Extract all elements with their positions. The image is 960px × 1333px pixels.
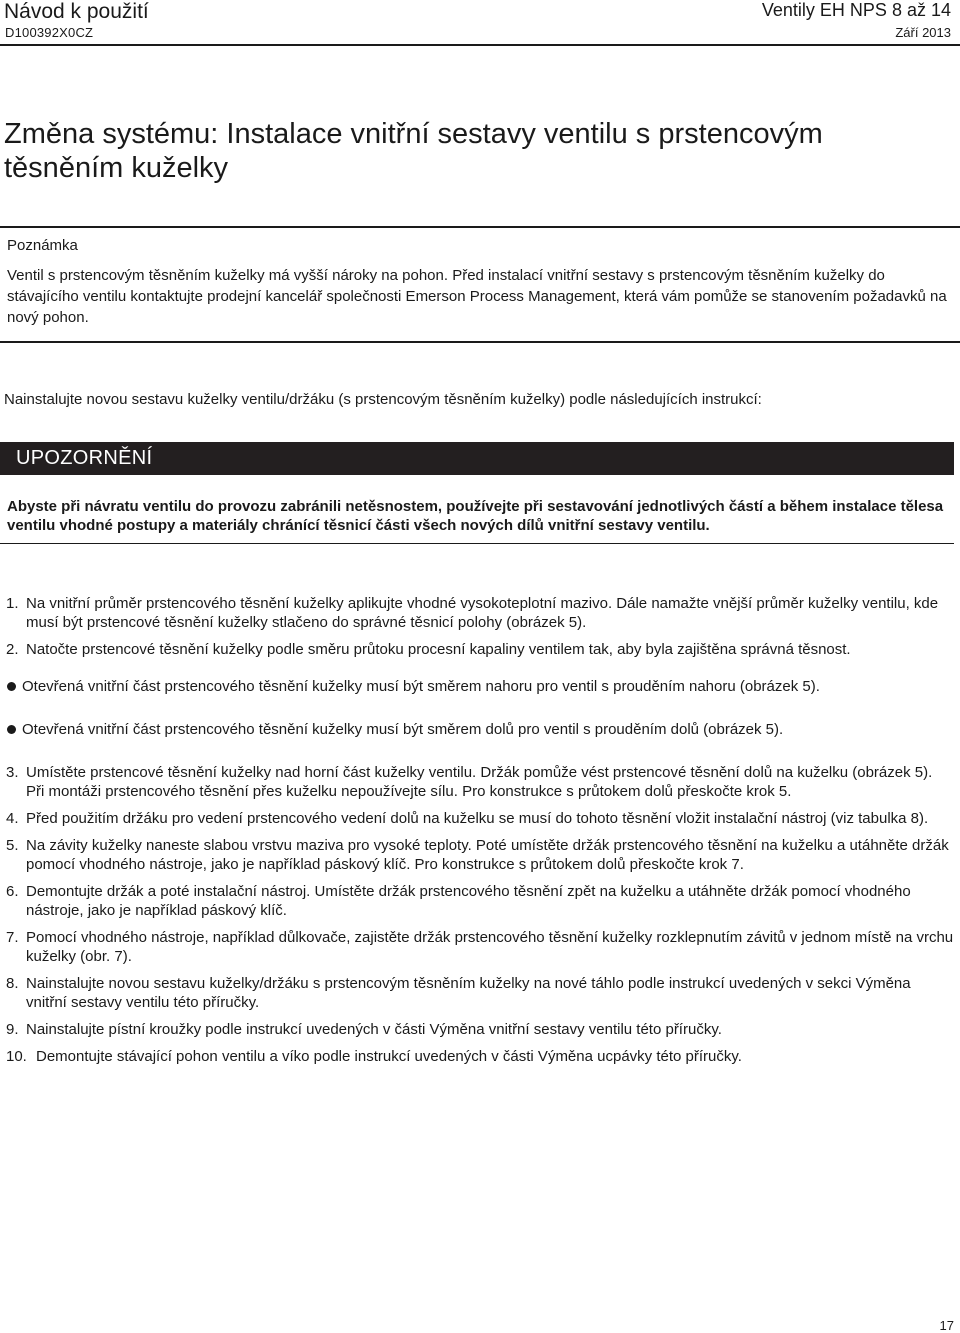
warning-rule [0,543,954,544]
step-item [6,594,954,632]
step-text: Natočte prstencové těsnění kuželky podle směru průtoku procesní kapaliny ventilem tak, aby byla zajištěna správná těsnost. [26,641,851,658]
header-rule [0,44,960,46]
step-number: 6. [6,883,19,900]
header-date: Září 2013 [895,25,951,40]
step-text: Demontujte držák a poté instalační nástroj. Umístěte držák prstencového těsnění zpět na kuželku a utáhněte držák pomocí vhodného nástroje, jako je například páskový klíč. [26,883,911,919]
warning-text: Abyste při návratu ventilu do provozu zabránili netěsnostem, používejte při sestavování jednotlivých částí a během instalace tělesa ventilu vhodné postupy a materiály chránící těsnicí části všech nových dílů vnitřní sestavy ventilu. [7,498,944,534]
bullet-dot-icon [6,677,22,696]
step-text: Na vnitřní průměr prstencového těsnění kuželky aplikujte vhodné vysokoteplotní mazivo. Dále namažte vnější průměr kuželky ventilu, kde musí být prstencové těsnění kuželky stlačeno do správné těsnicí polohy (obrázek 5). [26,595,939,631]
bullet-text: Otevřená vnitřní část prstencového těsnění kuželky musí být směrem dolů pro ventil s prouděním dolů (obrázek 5). [22,721,784,738]
header-doc-type: Návod k použití [4,0,149,23]
step-item [6,836,954,874]
step-number: 7. [6,929,19,946]
note-rule-top [0,226,960,228]
step-number: 2. [6,641,19,658]
step-item [6,928,954,966]
step-item [6,1020,954,1039]
step-item [6,763,954,801]
warning-title: UPOZORNĚNÍ [16,447,153,469]
header-product: Ventily EH NPS 8 až 14 [761,0,951,20]
header-doc-code: D100392X0CZ [5,25,94,40]
step-number: 9. [6,1021,19,1038]
step-text: Nainstalujte pístní kroužky podle instrukcí uvedených v části Výměna vnitřní sestavy ventilu této příručky. [26,1021,722,1038]
step-text: Na závity kuželky naneste slabou vrstvu maziva pro vysoké teploty. Poté umístěte držák prstencového těsnění na kuželku a utáhněte držák pomocí vhodného nástroje, jako je například páskový klíč. Pro konstrukce s průtokem dolů přeskočte krok 7. [26,837,949,873]
step-text: Nainstalujte novou sestavu kuželky/držáku s prstencovým těsněním kuželky na nové táhlo podle instrukcí uvedených v sekci Výměna vnitřní sestavy ventilu této příručky. [26,975,911,1011]
steps-list [6,594,954,1074]
step-item [6,882,954,920]
step-text: Před použitím držáku pro vedení prstencového vedení dolů na kuželku se musí do tohoto těsnění vložit instalační nástroj (viz tabulka 8). [26,810,929,827]
step-item [6,809,954,828]
step-item [6,1047,954,1066]
step-number: 1. [6,595,19,612]
step-text: Demontujte stávající pohon ventilu a víko podle instrukcí uvedených v části Výměna ucpávky této příručky. [36,1048,742,1065]
bullet-text: Otevřená vnitřní část prstencového těsnění kuželky musí být směrem nahoru pro ventil s prouděním nahoru (obrázek 5). [22,678,820,695]
step-number: 10. [6,1048,27,1065]
intro-paragraph: Nainstalujte novou sestavu kuželky ventilu/držáku (s prstencovým těsněním kuželky) podle následujících instrukcí: [4,391,762,408]
warning-bar [0,442,954,475]
step-item [6,974,954,1012]
bullet-dot-icon [6,720,22,739]
step-item [6,640,954,659]
step-text: Pomocí vhodného nástroje, například důlkovače, zajistěte držák prstencového těsnění kuželky rozklepnutím závitů v jednom místě na vrchu kuželky (obr. 7). [26,929,954,965]
bullet-item [6,677,954,696]
bullet-item [6,720,954,739]
step-number: 3. [6,764,19,781]
note-rule-bottom [0,341,960,343]
note-text: Ventil s prstencovým těsněním kuželky má vyšší nároky na pohon. Před instalací vnitřní sestavy s prstencovým těsněním kuželky do stávajícího ventilu kontaktujte prodejní kancelář společnosti Emerson Process Management, která vám pomůže se stanovením požadavků na nový pohon. [7,267,947,326]
step-text: Umístěte prstencové těsnění kuželky nad horní část kuželky ventilu. Držák pomůže vést prstencové těsnění dolů na kuželku (obrázek 5). Při montáži prstencového těsnění přes kuželku nepoužívejte sílu. Pro konstrukce s průtokem dolů přeskočte krok 5. [26,764,933,800]
step-number: 8. [6,975,19,992]
page-title: Změna systému: Instalace vnitřní sestavy ventilu s prstencovým těsněním kuželky [4,118,823,184]
page-number: 17 [939,1318,954,1333]
step-number: 5. [6,837,19,854]
step-number: 4. [6,810,19,827]
note-label: Poznámka [7,237,78,254]
